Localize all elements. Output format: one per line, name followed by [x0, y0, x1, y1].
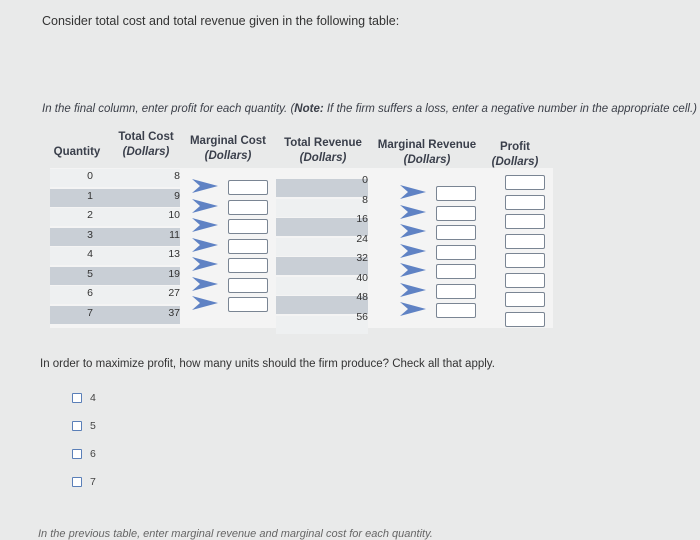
profit-input[interactable] — [505, 214, 545, 229]
total-revenue-cell: 16 — [356, 213, 368, 225]
marginal-cost-arrow-icon — [190, 256, 220, 272]
option-6[interactable] — [72, 448, 96, 460]
quantity-cell: 2 — [87, 209, 93, 221]
checkbox[interactable] — [72, 449, 82, 459]
total-cost-cell: 13 — [168, 248, 180, 260]
profit-input[interactable] — [505, 312, 545, 327]
option-label: 7 — [90, 476, 96, 488]
quantity-cell: 3 — [87, 228, 93, 241]
header-marginal-revenue-unit: (Dollars) — [403, 154, 451, 166]
marginal-revenue-input[interactable] — [436, 245, 476, 260]
marginal-revenue-input[interactable] — [436, 186, 476, 201]
marginal-cost-arrow-icon — [190, 295, 220, 311]
marginal-cost-input[interactable] — [228, 180, 268, 195]
profit-input[interactable] — [505, 292, 545, 307]
footer-text: In the previous table, enter marginal revenue and marginal cost for each quantity. — [38, 528, 433, 540]
instruction-prefix: In the final column, enter profit for each quantity. ( — [42, 103, 295, 115]
profit-input[interactable] — [505, 273, 545, 288]
total-revenue-cell: 24 — [356, 232, 368, 245]
option-label: 5 — [90, 420, 96, 432]
header-profit-unit: (Dollars) — [491, 156, 539, 168]
header-total-revenue-unit: (Dollars) — [299, 152, 347, 164]
total-revenue-cell: 40 — [356, 271, 368, 284]
header-marginal-cost-label: Marginal Cost — [189, 135, 267, 147]
option-label: 6 — [90, 448, 96, 460]
total-revenue-cell: 32 — [356, 252, 368, 264]
marginal-revenue-input[interactable] — [436, 206, 476, 221]
profit-input[interactable] — [505, 253, 545, 268]
total-cost-cell: 11 — [169, 228, 180, 241]
total-cost-cell: 10 — [168, 209, 180, 221]
checkbox[interactable] — [72, 477, 82, 487]
quantity-cell: 6 — [87, 287, 93, 299]
header-profit-label: Profit — [499, 141, 531, 153]
total-revenue-cell: 0 — [362, 174, 368, 186]
profit-input[interactable] — [505, 234, 545, 249]
total-revenue-cell: 8 — [362, 193, 368, 206]
total-cost-cell: 8 — [174, 170, 180, 182]
header-marginal-cost-unit: (Dollars) — [204, 150, 252, 162]
header-total-revenue-label: Total Revenue — [284, 137, 362, 149]
quantity-cell: 4 — [87, 248, 93, 260]
marginal-revenue-arrow-icon — [398, 301, 428, 317]
quantity-cell: 1 — [87, 189, 93, 202]
marginal-cost-arrow-icon — [190, 178, 220, 194]
marginal-revenue-arrow-icon — [398, 282, 428, 298]
marginal-revenue-arrow-icon — [398, 243, 428, 259]
total-cost-cell: 37 — [168, 306, 180, 319]
marginal-revenue-input[interactable] — [436, 225, 476, 240]
checkbox[interactable] — [72, 421, 82, 431]
header-marginal-revenue — [372, 138, 482, 168]
marginal-revenue-arrow-icon — [398, 204, 428, 220]
quantity-cell: 7 — [87, 306, 93, 319]
marginal-revenue-arrow-icon — [398, 262, 428, 278]
marginal-cost-input[interactable] — [228, 258, 268, 273]
header-marginal-cost — [186, 134, 270, 164]
note-label: Note: — [294, 103, 324, 115]
marginal-cost-input[interactable] — [228, 297, 268, 312]
instruction-text — [42, 103, 697, 115]
option-label: 4 — [90, 392, 96, 404]
marginal-revenue-input[interactable] — [436, 264, 476, 279]
marginal-revenue-arrow-icon — [398, 184, 428, 200]
marginal-cost-input[interactable] — [228, 200, 268, 215]
intro-text: Consider total cost and total revenue given in the following table: — [42, 14, 400, 28]
instruction-note: If the firm suffers a loss, enter a negative number in the appropriate cell.) — [323, 103, 697, 115]
total-revenue-cell: 56 — [356, 310, 368, 323]
total-revenue-cell: 48 — [356, 291, 368, 303]
marginal-cost-arrow-icon — [190, 237, 220, 253]
header-total-cost-unit: (Dollars) — [122, 146, 170, 158]
marginal-cost-input[interactable] — [228, 278, 268, 293]
marginal-revenue-input[interactable] — [436, 303, 476, 318]
marginal-revenue-arrow-icon — [398, 223, 428, 239]
header-total-cost — [113, 130, 179, 160]
quantity-cell: 0 — [87, 170, 93, 182]
option-4[interactable] — [72, 392, 96, 404]
header-marginal-revenue-label: Marginal Revenue — [377, 139, 477, 151]
option-7[interactable] — [72, 476, 96, 488]
total-cost-cell: 9 — [174, 189, 180, 202]
marginal-cost-arrow-icon — [190, 276, 220, 292]
marginal-cost-arrow-icon — [190, 217, 220, 233]
header-total-revenue — [280, 136, 366, 166]
marginal-cost-arrow-icon — [190, 198, 220, 214]
total-cost-cell: 19 — [168, 267, 180, 280]
marginal-cost-input[interactable] — [228, 239, 268, 254]
question-text: In order to maximize profit, how many units should the firm produce? Check all that apply. — [40, 358, 495, 370]
header-profit — [486, 140, 544, 170]
header-quantity: Quantity — [53, 146, 101, 158]
profit-input[interactable] — [505, 195, 545, 210]
checkbox[interactable] — [72, 393, 82, 403]
quantity-cell: 5 — [87, 267, 93, 280]
option-5[interactable] — [72, 420, 96, 432]
total-cost-cell: 27 — [168, 287, 180, 299]
marginal-revenue-input[interactable] — [436, 284, 476, 299]
profit-input[interactable] — [505, 175, 545, 190]
marginal-cost-input[interactable] — [228, 219, 268, 234]
header-total-cost-label: Total Cost — [118, 131, 174, 143]
